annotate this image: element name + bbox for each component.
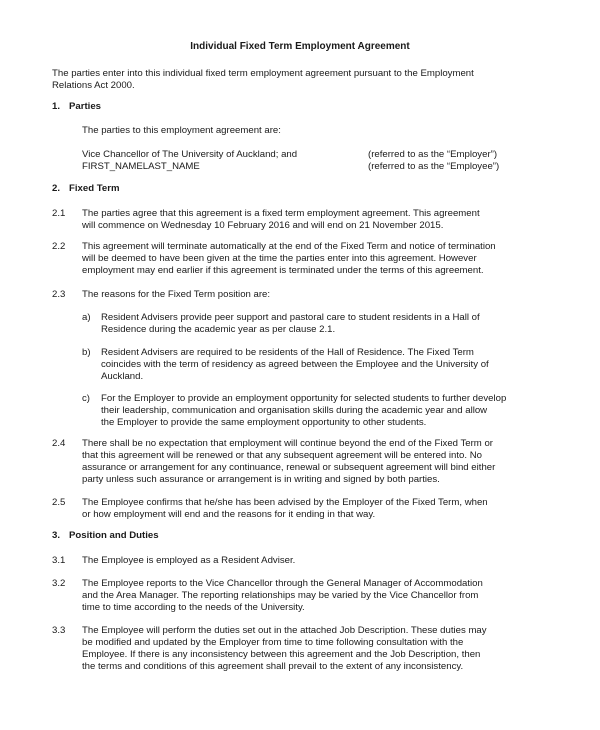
clause-line: or how employment will end and the reasons for it ending in that way. [82,509,376,520]
clause-number: 2.3 [52,289,66,300]
clause-line: assurance or arrangement for any continuance, renewal or subsequent agreement will bind either [82,462,496,473]
section-3-number: 3. [52,530,61,541]
clause-line: be modified and updated by the Employer from time to time following consultation with the [82,637,464,648]
section-1-number: 1. [52,101,61,112]
clause-number: 2.1 [52,208,66,219]
clause-line: The Employee confirms that he/she has been advised by the Employer of the Fixed Term, when [82,497,488,508]
clause-number: 2.4 [52,438,66,449]
clause-number: 3.1 [52,555,66,566]
clause-number: 2.5 [52,497,66,508]
clause-line: time to time according to the needs of the University. [82,602,305,613]
reason-item-a [101,312,546,336]
clause-line: the terms and conditions of this agreement shall prevail to the extent of any inconsistency. [82,661,464,672]
party-employee-ref: (referred to as the “Employee”) [368,161,500,172]
section-1-heading: Parties [69,101,101,112]
clause-3-1 [82,555,552,567]
clause-2-5 [82,497,552,521]
clause-2-4 [82,438,552,486]
party-employee-name: FIRST_NAMELAST_NAME [82,161,200,172]
item-line: Auckland. [101,371,144,382]
item-line: For the Employer to provide an employment opportunity for selected students to further develop [101,393,507,404]
item-letter: a) [82,312,91,323]
clause-line: The parties agree that this agreement is a fixed term employment agreement. This agreement [82,208,480,219]
section-2-number: 2. [52,183,61,194]
clause-line: and the Area Manager. The reporting relationships may be varied by the Vice Chancellor from [82,590,479,601]
clause-line: will commence on Wednesday 10 February 2016 and will end on 21 November 2015. [82,220,444,231]
clause-number: 2.2 [52,241,66,252]
clause-line: will be deemed to have been given at the time the parties enter into this agreement. However [82,253,477,264]
section-1-lead: The parties to this employment agreement are: [82,125,281,136]
intro-line: Relations Act 2000. [52,80,135,91]
party-employer-ref: (referred to as the “Employer”) [368,149,498,160]
clause-line: The Employee reports to the Vice Chancellor through the General Manager of Accommodation [82,578,483,589]
clause-2-1 [82,208,552,232]
intro-paragraph [52,68,552,92]
clause-line: party unless such assurance or arrangement is in writing and signed by both parties. [82,474,440,485]
clause-number: 3.3 [52,625,66,636]
intro-line: The parties enter into this individual fixed term employment agreement pursuant to the Employment [52,68,474,79]
clause-line: employment may end earlier if this agreement is terminated under the terms of this agreement. [82,265,484,276]
reason-item-c [101,393,546,429]
clause-2-3-lead: The reasons for the Fixed Term position are: [82,289,271,300]
clause-line: that this agreement will be renewed or that any subsequent agreement will be entered into. No [82,450,482,461]
clause-line: This agreement will terminate automatically at the end of the Fixed Term and notice of termination [82,241,496,252]
clause-number: 3.2 [52,578,66,589]
clause-line: There shall be no expectation that employment will continue beyond the end of the Fixed Term or [82,438,493,449]
item-line: Resident Advisers provide peer support and pastoral care to student residents in a Hall of [101,312,480,323]
clause-3-3 [82,625,552,673]
clause-2-2 [82,241,552,277]
clause-line: Employee. If there is any inconsistency between this agreement and the Job Description, then [82,649,481,660]
item-line: coincides with the term of residency as agreed between the Employee and the University of [101,359,489,370]
item-line: Resident Advisers are required to be residents of the Hall of Residence. The Fixed Term [101,347,474,358]
party-employer-name: Vice Chancellor of The University of Auckland; and [82,149,298,160]
section-3-heading: Position and Duties [69,530,159,541]
clause-line: The Employee is employed as a Resident Adviser. [82,555,296,566]
clause-3-2 [82,578,552,614]
item-letter: c) [82,393,90,404]
reason-item-b [101,347,546,383]
document-title: Individual Fixed Term Employment Agreement [190,41,410,52]
item-line: Residence during the academic year as per clause 2.1. [101,324,336,335]
clause-line: The Employee will perform the duties set out in the attached Job Description. These duties may [82,625,487,636]
item-line: the Employer to provide the same employment opportunity to other students. [101,417,427,428]
section-2-heading: Fixed Term [69,183,120,194]
item-line: their leadership, communication and organisation skills during the academic year and allow [101,405,488,416]
item-letter: b) [82,347,91,358]
